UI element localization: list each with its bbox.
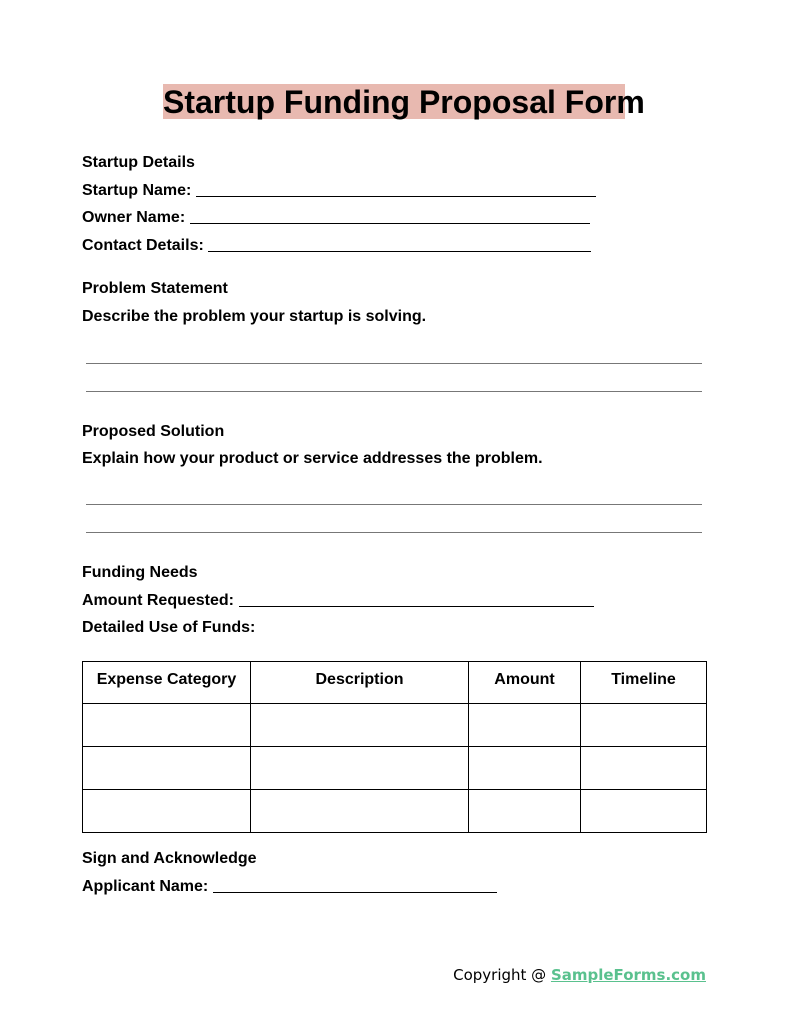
col-expense-category: Expense Category xyxy=(83,662,251,704)
table-row xyxy=(83,747,707,790)
startup-name-label: Startup Name: xyxy=(82,182,192,199)
contact-details-label: Contact Details: xyxy=(82,237,204,254)
startup-name-field[interactable] xyxy=(196,196,596,197)
applicant-name-field[interactable] xyxy=(213,892,497,893)
table-cell[interactable] xyxy=(469,704,581,747)
section-heading-funding: Funding Needs xyxy=(82,564,198,581)
table-cell[interactable] xyxy=(83,704,251,747)
table-cell[interactable] xyxy=(469,747,581,790)
table-header-row xyxy=(83,662,707,704)
amount-requested-label: Amount Requested: xyxy=(82,592,234,609)
col-amount: Amount xyxy=(469,662,581,704)
use-of-funds-label: Detailed Use of Funds: xyxy=(82,619,256,636)
table-row xyxy=(83,704,707,747)
owner-name-label: Owner Name: xyxy=(82,209,186,226)
col-timeline: Timeline xyxy=(581,662,707,704)
section-heading-startup: Startup Details xyxy=(82,154,195,171)
table-cell[interactable] xyxy=(581,790,707,833)
problem-answer-line-2[interactable] xyxy=(86,391,702,392)
table-row xyxy=(83,790,707,833)
applicant-name-label: Applicant Name: xyxy=(82,878,209,895)
sampleforms-link[interactable]: SampleForms.com xyxy=(550,966,706,984)
table-cell[interactable] xyxy=(83,790,251,833)
footer-copyright xyxy=(453,966,706,984)
page-title: Startup Funding Proposal Form xyxy=(163,84,645,120)
copyright-text: Copyright @ xyxy=(453,966,551,984)
table-cell[interactable] xyxy=(581,747,707,790)
solution-answer-line-1[interactable] xyxy=(86,504,702,505)
section-heading-sign: Sign and Acknowledge xyxy=(82,850,257,867)
table-cell[interactable] xyxy=(251,747,469,790)
owner-name-field[interactable] xyxy=(190,223,590,224)
col-description: Description xyxy=(251,662,469,704)
table-cell[interactable] xyxy=(469,790,581,833)
section-heading-problem: Problem Statement xyxy=(82,280,228,297)
section-heading-solution: Proposed Solution xyxy=(82,423,225,440)
solution-answer-line-2[interactable] xyxy=(86,532,702,533)
table-cell[interactable] xyxy=(251,704,469,747)
problem-prompt: Describe the problem your startup is solving. xyxy=(82,308,427,325)
table-cell[interactable] xyxy=(581,704,707,747)
contact-details-field[interactable] xyxy=(208,251,591,252)
table-cell[interactable] xyxy=(251,790,469,833)
funds-table xyxy=(82,661,707,833)
amount-requested-field[interactable] xyxy=(239,606,594,607)
table-cell[interactable] xyxy=(83,747,251,790)
problem-answer-line-1[interactable] xyxy=(86,363,702,364)
solution-prompt: Explain how your product or service addresses the problem. xyxy=(82,450,543,467)
